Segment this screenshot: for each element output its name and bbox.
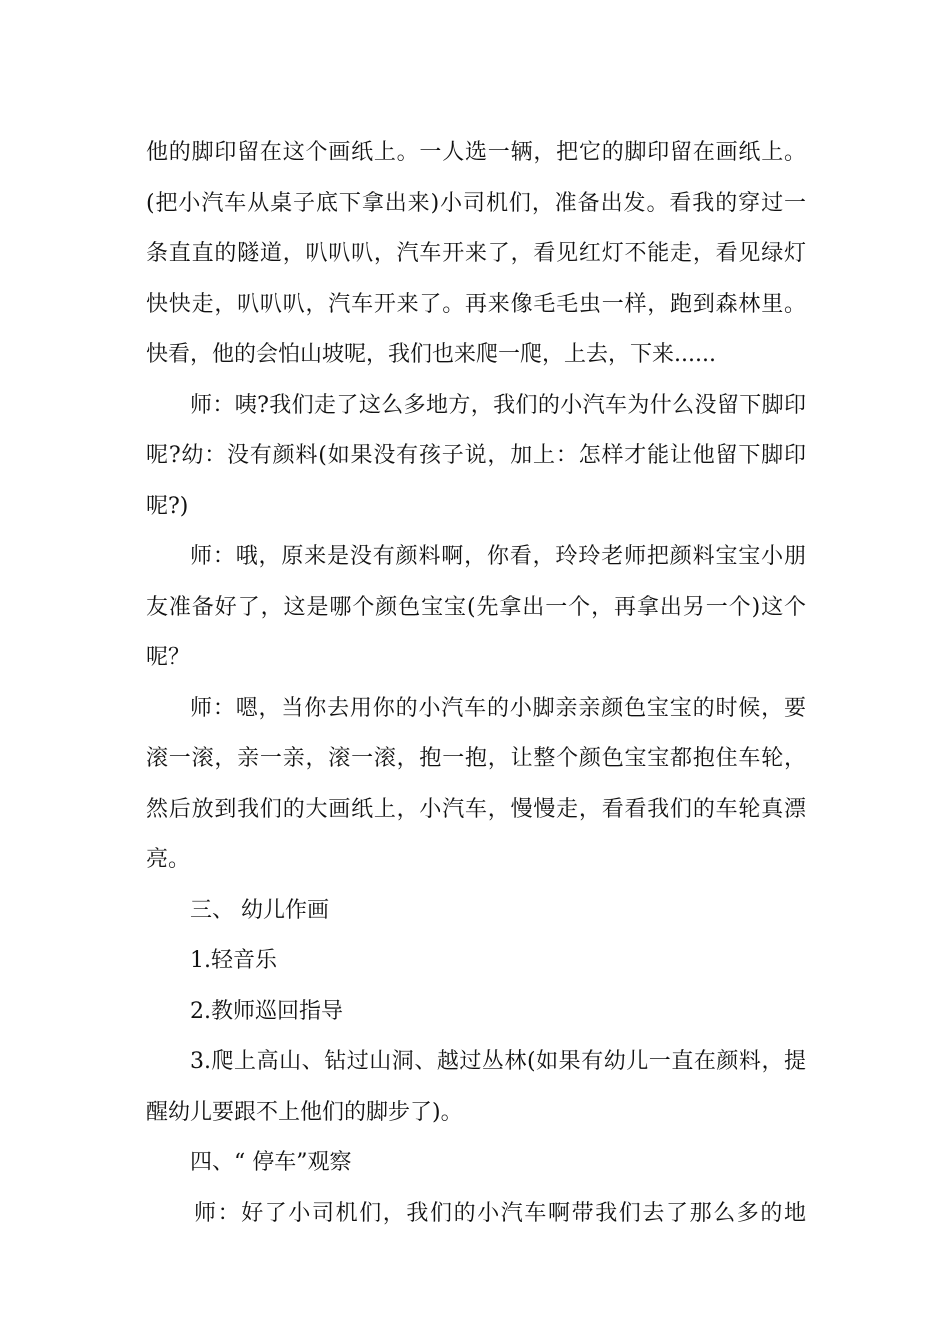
text-line: 师：嗯，当你去用你的小汽车的小脚亲亲颜色宝宝的时候，要: [190, 695, 806, 721]
text-line: 呢?): [146, 493, 189, 519]
list-item: 1.轻音乐: [190, 948, 277, 973]
text-line: 快看，他的会怕山坡呢，我们也来爬一爬，上去，下来......: [146, 342, 716, 367]
text-line: 友准备好了，这是哪个颜色宝宝(先拿出一个，再拿出另一个)这个: [146, 594, 806, 620]
text-line: 快快走，叭叭叭，汽车开来了。再来像毛毛虫一样，跑到森林里。: [146, 291, 806, 317]
text-line: 条直直的隧道，叭叭叭，汽车开来了，看见红灯不能走，看见绿灯: [146, 241, 806, 266]
section-heading: 三、 幼儿作画: [190, 897, 329, 923]
list-item: 2.教师巡回指导: [190, 998, 343, 1024]
text-line: 师：好了小司机们，我们的小汽车啊带我们去了那么多的地: [194, 1200, 806, 1226]
list-item: 3.爬上高山、钻过山洞、越过丛林(如果有幼儿一直在颜料，提: [190, 1049, 806, 1074]
text-line: 醒幼儿要跟不上他们的脚步了)。: [146, 1099, 463, 1125]
text-line: 亮。: [146, 847, 191, 872]
section-heading: 四、“ 停车”观察: [190, 1150, 352, 1175]
text-line: 他的脚印留在这个画纸上。一人选一辆，把它的脚印留在画纸上。: [146, 140, 806, 165]
text-line: 师：咦?我们走了这么多地方，我们的小汽车为什么没留下脚印: [190, 392, 806, 418]
text-line: 呢？: [146, 645, 191, 670]
text-line: 然后放到我们的大画纸上，小汽车，慢慢走，看看我们的车轮真漂: [146, 796, 806, 822]
text-line: 呢?幼：没有颜料(如果没有孩子说，加上：怎样才能让他留下脚印: [146, 443, 806, 468]
text-line: 滚一滚，亲一亲，滚一滚，抱一抱，让整个颜色宝宝都抱住车轮，: [146, 746, 806, 771]
body-text: [146, 128, 806, 1239]
text-line: (把小汽车从桌子底下拿出来)小司机们，准备出发。看我的穿过一: [146, 190, 806, 216]
text-line: 师：哦，原来是没有颜料啊，你看，玲玲老师把颜料宝宝小朋: [190, 544, 806, 569]
